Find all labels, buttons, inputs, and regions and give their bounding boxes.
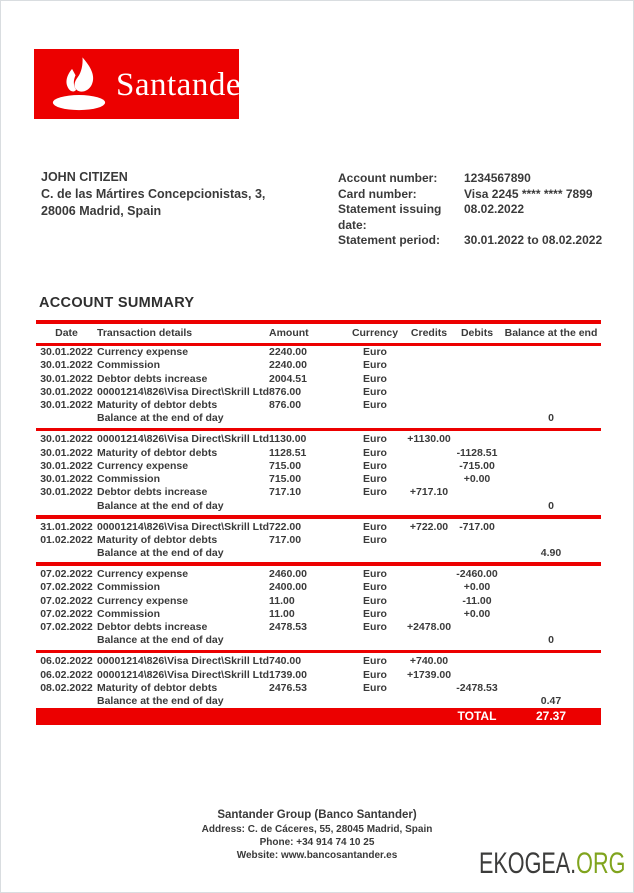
cell-amount: 715.00 xyxy=(269,473,302,486)
cell-details: 00001214\826\Visa Direct\Skrill Ltd xyxy=(97,655,269,668)
cell-credits: +2478.00 xyxy=(406,621,452,634)
recipient-block xyxy=(41,169,265,220)
santander-logo xyxy=(34,49,253,119)
cell-credits xyxy=(405,386,453,399)
col-header-details: Transaction details xyxy=(97,322,269,345)
cell-debits: +0.00 xyxy=(463,607,491,620)
cell-credits xyxy=(405,568,453,581)
cell-amount xyxy=(269,547,345,560)
cell-details: Commission xyxy=(97,359,161,372)
cell-currency: Euro xyxy=(363,594,387,607)
cell-details: Balance at the end of day xyxy=(97,499,224,512)
watermark-dark-text: EKOGEA. xyxy=(478,847,576,880)
cell-details: Commission xyxy=(97,581,161,594)
cell-details: 00001214\826\Visa Direct\Skrill Ltd xyxy=(97,668,269,681)
cell-date xyxy=(36,708,97,725)
cell-debits: -717.00 xyxy=(459,520,495,533)
transaction-row xyxy=(36,399,601,412)
issuing-date-value: 08.02.2022 xyxy=(464,202,525,216)
watermark-green-text: ORG xyxy=(575,847,625,880)
cell-amount: 717.00 xyxy=(269,533,302,546)
account-number-label: Account number: xyxy=(338,171,438,185)
transaction-row xyxy=(36,521,601,534)
cell-date: 30.01.2022 xyxy=(40,359,93,372)
account-number-row xyxy=(338,171,602,187)
cell-date: 30.01.2022 xyxy=(40,486,93,499)
cell-debits: -2478.53 xyxy=(456,681,498,694)
transactions-body xyxy=(36,345,601,726)
transaction-row xyxy=(36,359,601,372)
balance-row xyxy=(36,547,601,560)
cell-debits xyxy=(453,386,501,399)
cell-date: 07.02.2022 xyxy=(40,594,93,607)
balance-row xyxy=(36,695,601,708)
cell-balance xyxy=(501,345,601,360)
cell-date: 30.01.2022 xyxy=(40,459,93,472)
cell-debits: -2460.00 xyxy=(456,567,498,580)
cell-details: 00001214\826\Visa Direct\Skrill Ltd xyxy=(97,520,269,533)
cell-debits xyxy=(453,359,501,372)
cell-balance xyxy=(501,682,601,695)
cell-credits xyxy=(405,373,453,386)
cell-balance: 0 xyxy=(548,634,554,647)
cell-credits xyxy=(405,708,453,725)
cell-balance xyxy=(501,433,601,446)
cell-currency: Euro xyxy=(363,385,387,398)
cell-balance xyxy=(501,595,601,608)
cell-balance xyxy=(501,608,601,621)
cell-debits xyxy=(453,621,501,634)
cell-currency: Euro xyxy=(363,399,387,412)
cell-currency: Euro xyxy=(363,433,387,446)
statement-period-row xyxy=(338,233,602,249)
cell-details: Currency expense xyxy=(97,459,189,472)
cell-credits xyxy=(405,473,453,486)
cell-credits xyxy=(405,399,453,412)
cell-currency: Euro xyxy=(363,520,387,533)
cell-balance xyxy=(501,486,601,499)
cell-balance xyxy=(501,534,601,547)
cell-balance: 0.47 xyxy=(540,695,562,708)
cell-date: 07.02.2022 xyxy=(40,621,93,634)
cell-date: 01.02.2022 xyxy=(40,533,93,546)
total-row xyxy=(36,708,601,725)
balance-row xyxy=(36,500,601,513)
cell-amount: 876.00 xyxy=(269,385,302,398)
cell-credits xyxy=(405,581,453,594)
cell-amount: 715.00 xyxy=(269,459,302,472)
cell-date: 07.02.2022 xyxy=(40,607,93,620)
cell-amount: 11.00 xyxy=(269,607,295,620)
table-header-row xyxy=(36,322,601,345)
cell-balance xyxy=(501,386,601,399)
cell-balance xyxy=(501,621,601,634)
red-divider xyxy=(36,428,601,432)
cell-currency: Euro xyxy=(363,581,387,594)
transaction-row xyxy=(36,460,601,473)
cell-credits xyxy=(405,634,453,647)
cell-currency: Euro xyxy=(363,372,387,385)
cell-details: Balance at the end of day xyxy=(97,634,224,647)
cell-credits xyxy=(405,359,453,372)
cell-currency: Euro xyxy=(363,473,387,486)
cell-amount: 1130.00 xyxy=(269,433,307,446)
cell-balance xyxy=(501,655,601,668)
cell-debits xyxy=(453,500,501,513)
cell-credits xyxy=(405,447,453,460)
cell-currency: Euro xyxy=(363,655,387,668)
cell-credits: +1739.00 xyxy=(406,668,452,681)
cell-date xyxy=(36,634,97,647)
cell-credits xyxy=(405,547,453,560)
group-separator xyxy=(36,648,601,656)
section-title: ACCOUNT SUMMARY xyxy=(39,295,195,311)
cell-credits xyxy=(405,595,453,608)
cell-credits xyxy=(405,534,453,547)
cell-details: 00001214\826\Visa Direct\Skrill Ltd xyxy=(97,433,269,446)
cell-debits xyxy=(453,534,501,547)
col-header-debits: Debits xyxy=(453,322,501,345)
cell-amount xyxy=(269,708,345,725)
red-divider xyxy=(36,650,601,654)
cell-date xyxy=(36,547,97,560)
cell-currency xyxy=(345,500,405,513)
cell-debits xyxy=(453,634,501,647)
cell-date xyxy=(36,412,97,425)
cell-credits xyxy=(405,500,453,513)
group-separator xyxy=(36,560,601,568)
cell-date: 30.01.2022 xyxy=(40,433,93,446)
cell-balance xyxy=(501,568,601,581)
cell-amount: 2240.00 xyxy=(269,346,307,358)
cell-debits: +0.00 xyxy=(463,473,491,486)
transaction-row xyxy=(36,447,601,460)
cell-details: Commission xyxy=(97,473,161,486)
card-number-value: Visa 2245 **** **** 7899 xyxy=(464,186,593,201)
account-summary-section xyxy=(36,295,601,725)
transaction-row xyxy=(36,682,601,695)
cell-amount xyxy=(269,634,345,647)
group-separator xyxy=(36,426,601,434)
cell-credits: +717.10 xyxy=(409,486,449,499)
col-header-balance: Balance at the end xyxy=(501,322,601,345)
cell-details: Debtor debts increase xyxy=(97,486,208,499)
cell-currency xyxy=(345,547,405,560)
col-header-credits: Credits xyxy=(405,322,453,345)
cell-amount xyxy=(269,412,345,425)
card-number-label: Card number: xyxy=(338,186,417,201)
cell-debits: -11.00 xyxy=(462,594,492,607)
cell-date: 06.02.2022 xyxy=(40,668,93,681)
cell-details xyxy=(97,708,269,725)
balance-row xyxy=(36,634,601,647)
cell-credits xyxy=(405,460,453,473)
cell-date: 30.01.2022 xyxy=(40,385,93,398)
transaction-row xyxy=(36,568,601,581)
cell-currency: Euro xyxy=(363,621,387,634)
col-header-currency: Currency xyxy=(345,322,405,345)
red-divider xyxy=(36,562,601,566)
cell-currency: Euro xyxy=(363,533,387,546)
transaction-row xyxy=(36,534,601,547)
cell-credits xyxy=(405,345,453,360)
cell-credits: +722.00 xyxy=(409,520,449,533)
cell-details: Currency expense xyxy=(97,346,189,358)
cell-details: Commission xyxy=(97,607,161,620)
cell-currency: Euro xyxy=(363,567,387,580)
cell-amount: 722.00 xyxy=(269,520,302,533)
cell-currency: Euro xyxy=(363,486,387,499)
col-header-date: Date xyxy=(36,322,97,345)
cell-currency: Euro xyxy=(363,668,387,681)
cell-balance xyxy=(501,460,601,473)
cell-details: Currency expense xyxy=(97,567,189,580)
cell-debits xyxy=(453,345,501,360)
cell-amount: 2240.00 xyxy=(269,359,307,372)
cell-details: Maturity of debtor debts xyxy=(97,533,218,546)
red-divider xyxy=(36,515,601,519)
col-header-amount: Amount xyxy=(269,322,345,345)
cell-details: Balance at the end of day xyxy=(97,695,224,708)
cell-details: 00001214\826\Visa Direct\Skrill Ltd xyxy=(97,385,269,398)
cell-details: Maturity of debtor debts xyxy=(97,681,218,694)
cell-balance: 4.90 xyxy=(540,547,562,560)
cell-details: Currency expense xyxy=(97,594,189,607)
cell-date xyxy=(36,500,97,513)
cell-amount: 2476.53 xyxy=(269,681,307,694)
cell-date: 31.01.2022 xyxy=(40,520,93,533)
cell-credits xyxy=(405,682,453,695)
cell-balance xyxy=(501,473,601,486)
transactions-table xyxy=(36,320,601,725)
cell-currency xyxy=(345,634,405,647)
cell-currency xyxy=(345,695,405,708)
cell-currency: Euro xyxy=(363,346,387,358)
transaction-row xyxy=(36,655,601,668)
cell-debits xyxy=(453,547,501,560)
cell-amount: 2400.00 xyxy=(269,581,307,594)
cell-amount: 11.00 xyxy=(269,594,295,607)
statement-period-label: Statement period: xyxy=(338,233,441,247)
cell-currency xyxy=(345,708,405,725)
cell-debits xyxy=(453,412,501,425)
cell-debits xyxy=(453,433,501,446)
cell-details: Balance at the end of day xyxy=(97,412,224,425)
transaction-row xyxy=(36,486,601,499)
cell-credits xyxy=(405,412,453,425)
cell-date: 08.02.2022 xyxy=(40,681,93,694)
cell-currency: Euro xyxy=(363,681,387,694)
cell-debits xyxy=(453,655,501,668)
cell-date: 07.02.2022 xyxy=(40,581,93,594)
cell-debits: -715.00 xyxy=(459,459,495,472)
cell-debits: -1128.51 xyxy=(456,446,498,459)
cell-credits xyxy=(405,608,453,621)
account-number-value: 1234567890 xyxy=(464,171,531,185)
transaction-row xyxy=(36,608,601,621)
cell-amount: 717.10 xyxy=(269,486,302,499)
cell-date: 30.01.2022 xyxy=(40,473,93,486)
cell-balance: 0 xyxy=(548,412,554,425)
footer-address: Address: C. de Cáceres, 55, 28045 Madrid, Spain xyxy=(201,824,433,835)
cell-amount: 1128.51 xyxy=(269,446,307,459)
cell-currency: Euro xyxy=(363,459,387,472)
cell-credits: +740.00 xyxy=(409,655,449,668)
ekogea-watermark xyxy=(479,847,625,881)
cell-debits xyxy=(453,399,501,412)
cell-currency xyxy=(345,412,405,425)
cell-balance: 0 xyxy=(548,499,554,512)
brand-wordmark: Santander xyxy=(116,66,253,103)
issuing-date-row xyxy=(338,202,602,233)
cell-balance xyxy=(501,521,601,534)
cell-amount xyxy=(269,500,345,513)
transaction-row xyxy=(36,473,601,486)
card-number-row xyxy=(338,187,602,203)
transaction-row xyxy=(36,595,601,608)
statement-period-value: 30.01.2022 to 08.02.2022 xyxy=(464,233,603,247)
cell-details: Debtor debts increase xyxy=(97,621,208,634)
transaction-row xyxy=(36,373,601,386)
cell-debits: +0.00 xyxy=(463,581,491,594)
transaction-row xyxy=(36,345,601,360)
cell-debits: TOTAL xyxy=(453,708,501,725)
recipient-name: JOHN CITIZEN xyxy=(41,170,128,184)
transaction-row xyxy=(36,433,601,446)
cell-debits xyxy=(453,669,501,682)
cell-amount: 2478.53 xyxy=(269,621,307,634)
cell-balance xyxy=(501,581,601,594)
cell-currency: Euro xyxy=(363,446,387,459)
cell-balance xyxy=(501,447,601,460)
cell-date: 30.01.2022 xyxy=(40,346,93,358)
flame-icon xyxy=(50,57,108,111)
transaction-row xyxy=(36,581,601,594)
balance-row xyxy=(36,412,601,425)
account-info-block xyxy=(338,171,602,249)
footer-phone: Phone: +34 914 74 10 25 xyxy=(259,837,375,848)
recipient-address-line1: C. de las Mártires Concepcionistas, 3, xyxy=(41,187,266,201)
cell-balance xyxy=(501,399,601,412)
cell-date: 30.01.2022 xyxy=(40,446,93,459)
cell-amount: 740.00 xyxy=(269,655,302,668)
footer-website: Website: www.bancosantander.es xyxy=(236,850,398,861)
cell-details: Maturity of debtor debts xyxy=(97,399,218,412)
cell-amount: 2004.51 xyxy=(269,372,307,385)
cell-details: Maturity of debtor debts xyxy=(97,446,218,459)
cell-amount xyxy=(269,695,345,708)
transaction-row xyxy=(36,621,601,634)
cell-balance xyxy=(501,373,601,386)
cell-amount: 876.00 xyxy=(269,399,302,412)
cell-amount: 2460.00 xyxy=(269,567,307,580)
cell-debits xyxy=(453,695,501,708)
transaction-row xyxy=(36,386,601,399)
cell-currency: Euro xyxy=(363,359,387,372)
cell-date: 07.02.2022 xyxy=(40,567,93,580)
cell-details: Debtor debts increase xyxy=(97,372,208,385)
cell-date: 30.01.2022 xyxy=(40,372,93,385)
cell-balance xyxy=(501,359,601,372)
footer-bank-name: Santander Group (Banco Santander) xyxy=(217,809,417,821)
cell-date xyxy=(36,695,97,708)
cell-credits: +1130.00 xyxy=(407,433,451,446)
cell-date: 30.01.2022 xyxy=(40,399,93,412)
cell-debits xyxy=(453,486,501,499)
transaction-row xyxy=(36,669,601,682)
cell-details: Balance at the end of day xyxy=(97,547,224,560)
recipient-address-line2: 28006 Madrid, Spain xyxy=(41,204,162,218)
cell-currency: Euro xyxy=(363,607,387,620)
cell-credits xyxy=(405,695,453,708)
issuing-date-label: Statement issuing date: xyxy=(338,202,442,232)
cell-date: 06.02.2022 xyxy=(40,655,93,668)
cell-debits xyxy=(453,373,501,386)
group-separator xyxy=(36,513,601,521)
cell-balance: 27.37 xyxy=(501,708,601,725)
cell-amount: 1739.00 xyxy=(269,668,307,681)
cell-balance xyxy=(501,669,601,682)
